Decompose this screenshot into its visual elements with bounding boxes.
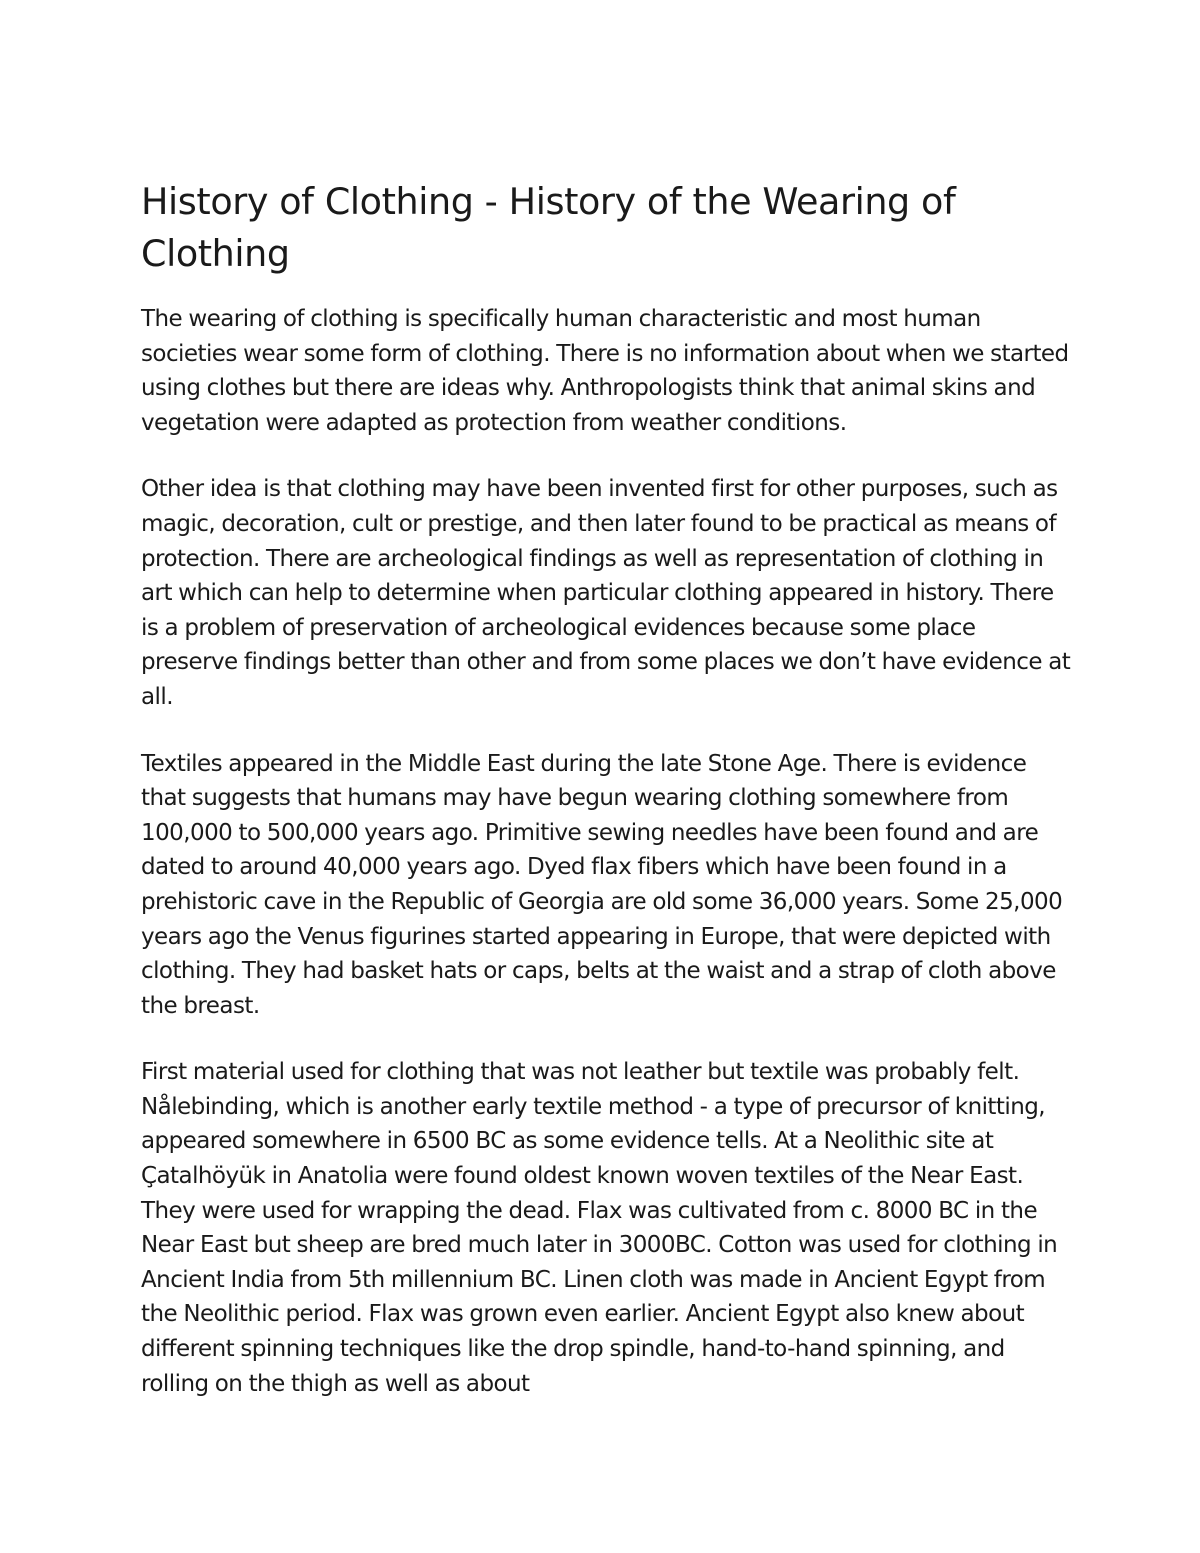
paragraph-1: The wearing of clothing is specifically human characteristic and most human societies wear some form of clothing. There is no information about when we started using clothes but there are ideas why. Anthropologists think that animal skins and vegetation were adapted as protection from weather conditions. (141, 306, 1069, 436)
document-title: History of Clothing - History of the Wearing of Clothing (141, 180, 956, 275)
document-body (141, 176, 1071, 1433)
paragraph-3: Textiles appeared in the Middle East during the late Stone Age. There is evidence that suggests that humans may have begun wearing clothing somewhere from 100,000 to 500,000 years ago. Primitive sewing needles have been found and are dated to around 40,000 years ago. Dyed flax fibers which have been found in a prehistoric cave in the Republic of Georgia are old some 36,000 years. Some 25,000 years ago the Venus figurines started appearing in Europe, that were depicted with clothing. They had basket hats or caps, belts at the waist and a strap of cloth above the breast. (141, 750, 1063, 1019)
paragraph-4: First material used for clothing that was not leather but textile was probably felt. Nålebinding, which is another early textile method - a type of precursor of knitting, appeared somewhere in 6500 BC as some evidence tells. At a Neolithic site at Çatalhöyük in Anatolia were found oldest known woven textiles of the Near East. They were used for wrapping the dead. Flax was cultivated from c. 8000 BC in the Near East but sheep are bred much later in 3000BC. Cotton was used for clothing in Ancient India from 5th millennium BC. Linen cloth was made in Ancient Egypt from the Neolithic period. Flax was grown even earlier. Ancient Egypt also knew about different spinning techniques like the drop spindle, hand-to-hand spinning, and rolling on the thigh as well as about (141, 1059, 1058, 1397)
paragraph-2: Other idea is that clothing may have been invented first for other purposes, such as magic, decoration, cult or prestige, and then later found to be practical as means of protection. There are archeological findings as well as representation of clothing in art which can help to determine when particular clothing appeared in history. There is a problem of preservation of archeological evidences because some place preserve findings better than other and from some places we don’t have evidence at all. (141, 476, 1071, 710)
